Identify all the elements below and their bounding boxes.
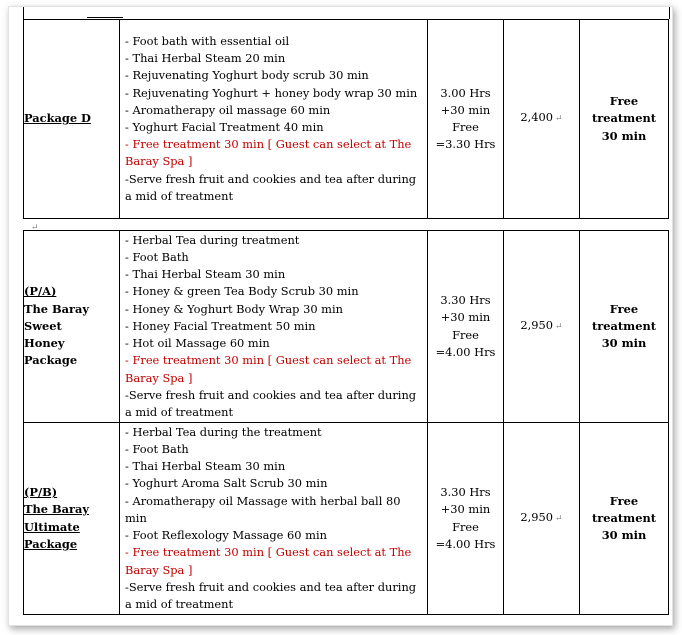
duration (428, 20, 504, 219)
free-line: treatment (592, 510, 656, 525)
duration-line: =3.30 Hrs (435, 137, 496, 152)
package-name-line: Package D (24, 111, 91, 126)
service-item: -Serve fresh fruit and cookies and tea after during a mid of treatment (125, 387, 417, 419)
service-item: - Yoghurt Aroma Salt Scrub 30 min (125, 476, 328, 491)
duration-line: +30 min (440, 102, 491, 117)
service-item: - Thai Herbal Steam 20 min (125, 51, 286, 66)
document-frame (8, 6, 673, 626)
duration-line: 3.00 Hrs (440, 85, 491, 100)
paragraph-mark-icon: ↵ (31, 223, 39, 233)
duration-line: =4.00 Hrs (435, 536, 496, 551)
table-row (24, 231, 669, 423)
duration-line: Free (452, 519, 479, 534)
duration-line: 3.30 Hrs (440, 293, 491, 308)
free-line: Free (609, 493, 639, 508)
package-name-line: Package (24, 536, 78, 551)
duration-line: Free (452, 327, 479, 342)
package-name-line: (P/A) (24, 284, 57, 299)
package-name-line: Ultimate (24, 519, 80, 534)
free-line: treatment (592, 318, 656, 333)
package-name-line: Package (24, 353, 78, 368)
duration-line: 3.30 Hrs (440, 485, 491, 500)
free-line: 30 min (601, 128, 647, 143)
package-name-line: Sweet (24, 318, 62, 333)
service-item: - Aromatherapy oil massage 60 min (125, 102, 331, 117)
service-item: - Herbal Tea during treatment (125, 232, 300, 247)
service-item: - Thai Herbal Steam 30 min (125, 267, 286, 282)
price: 2,950 ↵ (504, 231, 580, 423)
service-item: - Hot oil Massage 60 min (125, 336, 270, 351)
service-item: - Free treatment 30 min [ Guest can select at The Baray Spa ] (125, 353, 412, 385)
package-name-line: The Baray (24, 301, 89, 316)
previous-table-edge (23, 7, 670, 19)
duration-line: +30 min (440, 310, 491, 325)
package-name (24, 423, 120, 615)
package-name-line: The Baray (24, 502, 89, 517)
free-line: treatment (592, 111, 656, 126)
duration-line: =4.00 Hrs (435, 344, 496, 359)
duration (428, 231, 504, 423)
service-list (120, 20, 428, 219)
service-item: - Honey & green Tea Body Scrub 30 min (125, 284, 359, 299)
free-line: 30 min (601, 528, 647, 543)
service-item: - Foot Reflexology Massage 60 min (125, 528, 327, 543)
service-item: - Honey Facial Treatment 50 min (125, 318, 316, 333)
package-table-sweet-honey (23, 230, 669, 615)
package-name (24, 231, 120, 423)
free-treatment (580, 20, 669, 219)
service-item: - Honey & Yoghurt Body Wrap 30 min (125, 301, 343, 316)
price: 2,400 ↵ (504, 20, 580, 219)
service-item: - Free treatment 30 min [ Guest can select at The Baray Spa ] (125, 137, 412, 169)
package-name-line: Honey (24, 336, 65, 351)
table-row (24, 423, 669, 615)
service-item: - Rejuvenating Yoghurt body scrub 30 min (125, 68, 369, 83)
table-row (24, 20, 669, 219)
service-list (120, 423, 428, 615)
free-treatment (580, 423, 669, 615)
duration (428, 423, 504, 615)
service-item: - Yoghurt Facial Treatment 40 min (125, 120, 324, 134)
package-table-d (23, 19, 669, 219)
service-item: -Serve fresh fruit and cookies and tea after during a mid of treatment (125, 171, 417, 203)
free-line: Free (609, 94, 639, 109)
service-item: - Herbal Tea during the treatment (125, 424, 322, 439)
duration-line: Free (452, 120, 479, 134)
duration-line: +30 min (440, 502, 491, 517)
service-item: -Serve fresh fruit and cookies and tea after during a mid of treatment (125, 579, 417, 611)
service-item: - Thai Herbal Steam 30 min (125, 459, 286, 474)
service-item: - Foot Bath (125, 250, 189, 265)
service-item: - Free treatment 30 min [ Guest can select at The Baray Spa ] (125, 545, 412, 577)
free-line: Free (609, 301, 639, 316)
free-treatment (580, 231, 669, 423)
service-item: - Foot Bath (125, 442, 189, 457)
service-item: - Rejuvenating Yoghurt + honey body wrap 30 min (125, 85, 418, 100)
package-name (24, 20, 120, 219)
package-name-line: (P/B) (24, 485, 58, 500)
free-line: 30 min (601, 336, 647, 351)
service-item: - Aromatherapy oil Massage with herbal ball 80 min (125, 493, 401, 525)
price: 2,950 ↵ (504, 423, 580, 615)
service-list (120, 231, 428, 423)
service-item: - Foot bath with essential oil (125, 33, 290, 48)
